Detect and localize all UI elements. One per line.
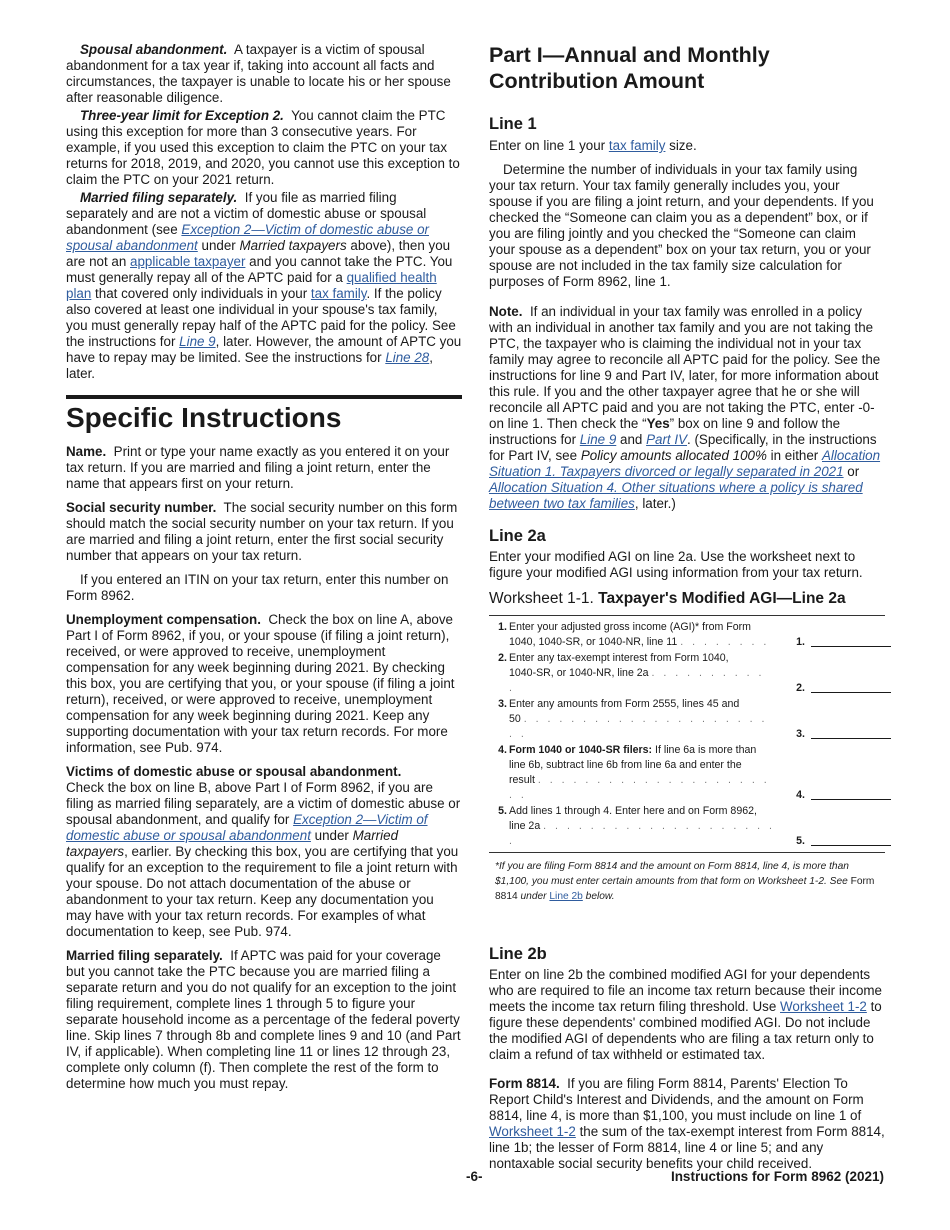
link-qualified-health-plan[interactable]: qualified health plan [66, 270, 437, 301]
worksheet-line-2-input[interactable] [811, 681, 891, 693]
link-tax-family-line1[interactable]: tax family [608, 138, 666, 153]
worksheet-row-5: 5. Add lines 1 through 4. Enter here and on Form 8962, line 2a . . . . . . . . . . . . . . . . . . . . . 5. [489, 804, 885, 849]
spousal-abandonment-heading: Spousal abandonment. [80, 42, 228, 57]
link-line-2b[interactable]: Line 2b [549, 891, 583, 902]
worksheet-row-4: 4. Form 1040 or 1040-SR filers: If line 6a is more than line 6b, subtract line 6b from line 6a and enter the result . . . . . . . . . . . . . . . . . . . . . . 4. [489, 743, 885, 803]
note-heading: Note. [489, 304, 523, 319]
link-line-9-note[interactable]: Line 9 [579, 432, 617, 447]
worksheet-row-3: 3. Enter any amounts from Form 2555, lines 45 and 50 . . . . . . . . . . . . . . . . . . . . . . . 3. [489, 697, 885, 742]
worksheet-title: Worksheet 1-1. Taxpayer's Modified AGI—Line 2a [489, 590, 846, 607]
name-paragraph: Name. Print or type your name exactly as you entered it on your tax return. If you are married and filing a joint return, enter the name that appears first on your return. [66, 444, 450, 491]
note-paragraph: Note. If an individual in your tax family was enrolled in a policy with an individual in another tax family and you are not taking the PTC, the taxpayer who is claiming the individual not in your tax family may agree to reconcile all APTC paid for the policy. See the instructions for line 9 and Part IV, later, for more information about this rule. If you and the other taxpayer agree that he or she will reconcile all APTC paid and you are not taking the PTC, enter -0- on line 1. Then check the “Yes” box on line 9 and follow the instructions for Line 9 and Part IV. (Specifically, in the instructions for Part IV, see Policy amounts allocated 100% in either Allocation Situation 1. Taxpayers divorced or legally separated in 2021 or Allocation Situation 4. Other situations where a policy is shared between two tax families, later.) [489, 304, 881, 511]
itin-paragraph: If you entered an ITIN on your tax return, enter this number on Form 8962. [66, 572, 449, 603]
part-1-title: Part I—Annual and Monthly Contribution Amount [489, 43, 770, 93]
worksheet-line-5-input[interactable] [811, 834, 891, 846]
link-part-4[interactable]: Part IV [646, 432, 688, 447]
form-8814-heading: Form 8814. [489, 1076, 560, 1091]
ssn-paragraph: Social security number. The social security number on this form should match the social security number on your tax return. If you are married and filing a joint return, enter the first social security number that appears on your tax return. [66, 500, 458, 563]
link-applicable-taxpayer[interactable]: applicable taxpayer [130, 254, 246, 269]
unemployment-paragraph: Unemployment compensation. Check the box on line A, above Part I of Form 8962, if you, or your spouse (if filing a joint return), received, or were approved to receive, unemployment compensation for any week beginning during 2021. By checking this box, you are certifying that you, or your spouse (if filing a joint return), received, or were approved to receive, unemployment compensation for any week beginning during 2021. Keep any supporting documentation with your tax return records. For more information, see Pub. 974. [66, 612, 455, 755]
link-worksheet-1-2[interactable]: Worksheet 1-2 [780, 999, 867, 1014]
married-filing-separately-paragraph-2: Married filing separately. If APTC was paid for your coverage but you cannot take the PTC because you are married filing a separate return and you do not qualify for an exception to the joint filing requirement, complete lines 1 through 5 to figure your separate household income as a percentage of the federal poverty line. Skip lines 7 through 8b and complete lines 9 and 10 (and Part IV, if applicable). When completing line 11 or lines 12 through 23, complete only column (f). Then complete the rest of the form to determine how much you must repay. [66, 948, 461, 1091]
worksheet-row-2: 2. Enter any tax-exempt interest from Form 1040, 1040-SR, or 1040-NR, line 2a . . . . . . . . . . . 2. [489, 651, 885, 696]
worksheet-1-1 [489, 615, 885, 853]
section-divider [66, 395, 462, 399]
three-year-limit-paragraph: Three-year limit for Exception 2. You cannot claim the PTC using this exception for more than 3 consecutive years. For example, if you used this exception to claim the PTC on your tax returns for 2018, 2019, and 2020, you cannot use this exception to claim the PTC on your 2021 return. [66, 108, 460, 187]
link-allocation-situation-4[interactable]: Allocation Situation 4. Other situations where a policy is shared between two tax families [489, 480, 863, 511]
married-filing-separately-paragraph-1: Married filing separately. If you file as married filing separately and are not a victim of domestic abuse or spousal abandonment (see Exception 2—Victim of domestic abuse or spousal abandonment under Married taxpayers above), then you are not an applicable taxpayer and you cannot take the PTC. You must generally repay all of the APTC paid for a qualified health plan that covered only individuals in your tax family. If the policy also covered at least one individual in your spouse's tax family, you must generally repay half of the APTC paid for the policy. See the instructions for Line 9, later. However, the amount of APTC you have to repay may be limited. See the instructions for Line 28, later. [66, 190, 462, 381]
line-2a-paragraph: Enter your modified AGI on line 2a. Use the worksheet next to figure your modified AGI using information from your tax return. [489, 549, 863, 580]
specific-instructions-title: Specific Instructions [66, 402, 342, 433]
worksheet-line-4-input[interactable] [811, 788, 891, 800]
worksheet-line-3-input[interactable] [811, 727, 891, 739]
worksheet-row-1: 1. Enter your adjusted gross income (AGI)* from Form 1040, 1040-SR, or 1040-NR, line 11 . . . . . . . . 1. [489, 620, 885, 650]
form-8814-paragraph: Form 8814. If you are filing Form 8814, Parents' Election To Report Child's Interest and Dividends, and the amount on Form 8814, line 4, is more than $1,100, you must include on line 1 of Worksheet 1-2 the sum of the tax-exempt interest from Form 8814, line 1b; the lesser of Form 8814, line 4 or line 5; and any nontaxable social security benefits your child received. [489, 1076, 885, 1171]
name-heading: Name. [66, 444, 107, 459]
line-1-heading: Line 1 [489, 115, 537, 133]
unemployment-heading: Unemployment compensation. [66, 612, 261, 627]
line-1-intro: Enter on line 1 your tax family size. [489, 138, 697, 153]
victims-heading: Victims of domestic abuse or spousal abandonment. [66, 764, 402, 779]
married-filing-separately-heading: Married filing separately. [80, 190, 238, 205]
line-2b-paragraph: Enter on line 2b the combined modified AGI for your dependents who are required to file an income tax return because their income meets the income tax return filing threshold. Use Worksheet 1-2 to figure these dependents' combined modified AGI. Do not include the modified AGI of dependents who are filing a tax return only to claim a refund of tax withheld or estimated tax. [489, 967, 883, 1062]
worksheet-line-1-input[interactable] [811, 635, 891, 647]
ssn-heading: Social security number. [66, 500, 217, 515]
worksheet-footnote: *If you are filing Form 8814 and the amount on Form 8814, line 4, is more than $1,100, you must enter certain amounts from that form on Worksheet 1-2. See Form 8814 under Line 2b below. [495, 861, 875, 902]
three-year-limit-heading: Three-year limit for Exception 2. [80, 108, 284, 123]
line-2a-heading: Line 2a [489, 527, 546, 545]
link-line-9[interactable]: Line 9 [179, 334, 216, 349]
link-exception-2-victims[interactable]: Exception 2—Victim of domestic abuse or spousal abandonment [66, 812, 428, 843]
left-column [66, 0, 462, 1092]
line-1-paragraph: Determine the number of individuals in your tax family using your tax return. Your tax family generally includes you, your spouse if you are filing a joint return, and your dependents. If you checked the “Someone can claim you as a dependent” box, or if you are filing jointly and you checked the “Someone can claim your spouse as a dependent” box on your tax return, you or your spouse are not included in the tax family size calculation for purposes of Form 8962, line 1. [489, 162, 874, 289]
page-number: -6- [466, 1169, 483, 1184]
link-worksheet-1-2-form8814[interactable]: Worksheet 1-2 [489, 1124, 576, 1139]
link-tax-family[interactable]: tax family [310, 286, 367, 301]
link-line-28[interactable]: Line 28 [385, 350, 430, 365]
right-column [489, 0, 885, 1172]
line-2b-heading: Line 2b [489, 945, 547, 963]
spousal-abandonment-paragraph: Spousal abandonment. A taxpayer is a victim of spousal abandonment for a tax year if, taking into account all facts and circumstances, the taxpayer is unable to locate his or her spouse after reasonable diligence. [66, 42, 451, 105]
link-allocation-situation-1[interactable]: Allocation Situation 1. Taxpayers divorced or legally separated in 2021 [489, 448, 881, 479]
victims-paragraph: Victims of domestic abuse or spousal abandonment. Check the box on line B, above Part I of Form 8962, if you are filing as married filing separately, are a victim of domestic abuse or spousal abandonment, and qualify for Exception 2—Victim of domestic abuse or spousal abandonment under Married taxpayers, earlier. By checking this box, you are certifying that you qualify for an exception to the requirement to file a joint return with your spouse. Do not attach documentation of the abuse or abandonment to your tax return. Keep any documentation you may have with your tax return records. For examples of what documentation to keep, see Pub. 974. [66, 764, 461, 939]
married-filing-separately-heading-2: Married filing separately. [66, 948, 223, 963]
document-title: Instructions for Form 8962 (2021) [670, 1169, 884, 1184]
link-exception-2[interactable]: Exception 2—Victim of domestic abuse or spousal abandonment [66, 222, 429, 253]
